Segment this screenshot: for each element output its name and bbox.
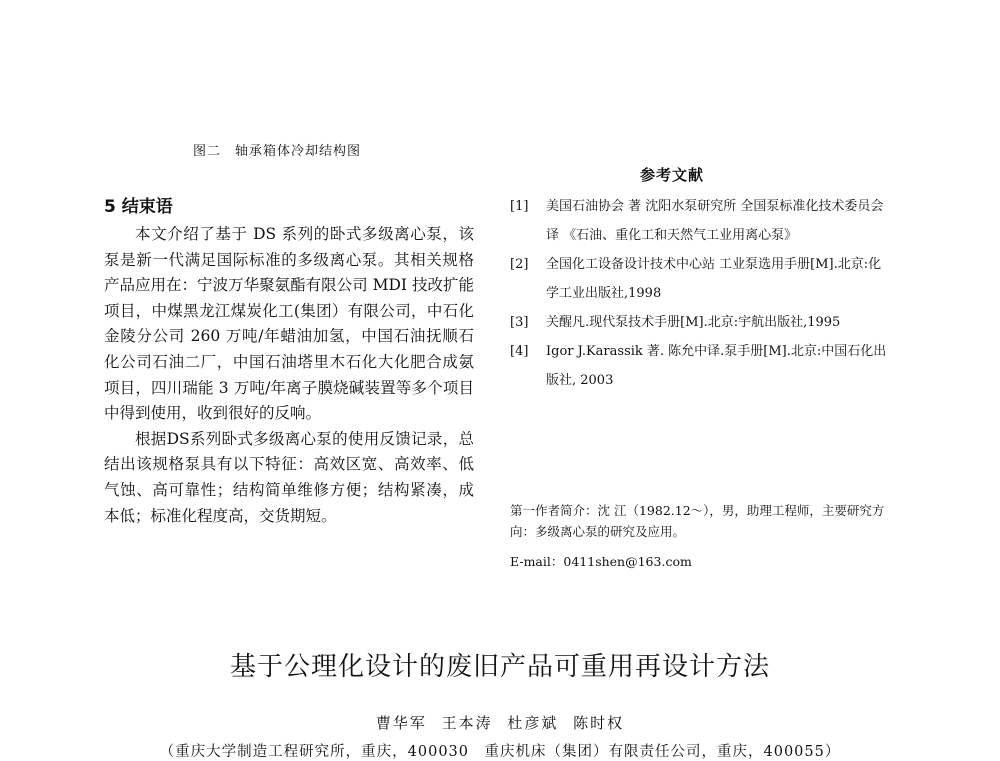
reference-text: Igor J.Karassik 著. 陈允中译.泵手册[M].北京:中国石化出版社, 2003	[546, 344, 887, 388]
reference-number: [1]	[510, 199, 529, 214]
reference-item	[510, 250, 890, 308]
author-email: E-mail：0411shen@163.com	[510, 554, 692, 569]
section-title: 5 结束语	[104, 197, 173, 217]
reference-text: 美国石油协会 著 沈阳水泵研究所 全国泵标准化技术委员会 译 《石油、重化工和天然气工业用离心泵》	[546, 199, 884, 243]
references-title: 参考文献	[640, 166, 705, 184]
conclusion-body	[104, 222, 474, 529]
article-affiliation: （重庆大学制造工程研究所，重庆，400030 重庆机床（集团）有限责任公司，重庆，400055）	[159, 744, 841, 760]
reference-number: [4]	[510, 344, 529, 359]
paragraph: 根据DS系列卧式多级离心泵的使用反馈记录，总结出该规格泵具有以下特征：高效区宽、高效率、低气蚀、高可靠性；结构简单维修方便；结构紧凑，成本低；标准化程度高，交货期短。	[104, 429, 474, 525]
author-bio: 第一作者简介：沈 江（1982.12～），男，助理工程师，主要研究方向：多级离心泵的研究及应用。	[510, 503, 885, 539]
reference-text: 关醒凡.现代泵技术手册[M].北京:宇航出版社,1995	[546, 315, 841, 330]
article-title: 基于公理化设计的废旧产品可重用再设计方法	[229, 652, 770, 682]
reference-item	[510, 308, 890, 337]
reference-item	[510, 337, 890, 395]
reference-item	[510, 192, 890, 250]
article-authors: 曹华军 王本涛 杜彦斌 陈时权	[375, 714, 625, 732]
paragraph: 本文介绍了基于 DS 系列的卧式多级离心泵，该泵是新一代满足国际标准的多级离心泵。其相关规格产品应用在：宁波万华聚氨酯有限公司 MDI 技改扩能项目，中煤黑龙江煤炭化工(集团）有限公司，中石化金陵分公司 260 万吨/年蜡油加氢，中国石油抚顺石化公司石油二厂，中国石油塔里木石化大化肥合成氨项目，四川瑞能 3 万吨/年离子膜烧碱装置等多个项目中得到使用，收到很好的反响。	[104, 225, 474, 423]
reference-number: [3]	[510, 315, 529, 330]
figure-caption: 图二 轴承箱体冷却结构图	[193, 144, 362, 159]
reference-list	[510, 192, 890, 395]
reference-number: [2]	[510, 257, 529, 272]
reference-text: 全国化工设备设计技术中心站 工业泵选用手册[M].北京:化学工业出版社,1998	[546, 257, 882, 301]
